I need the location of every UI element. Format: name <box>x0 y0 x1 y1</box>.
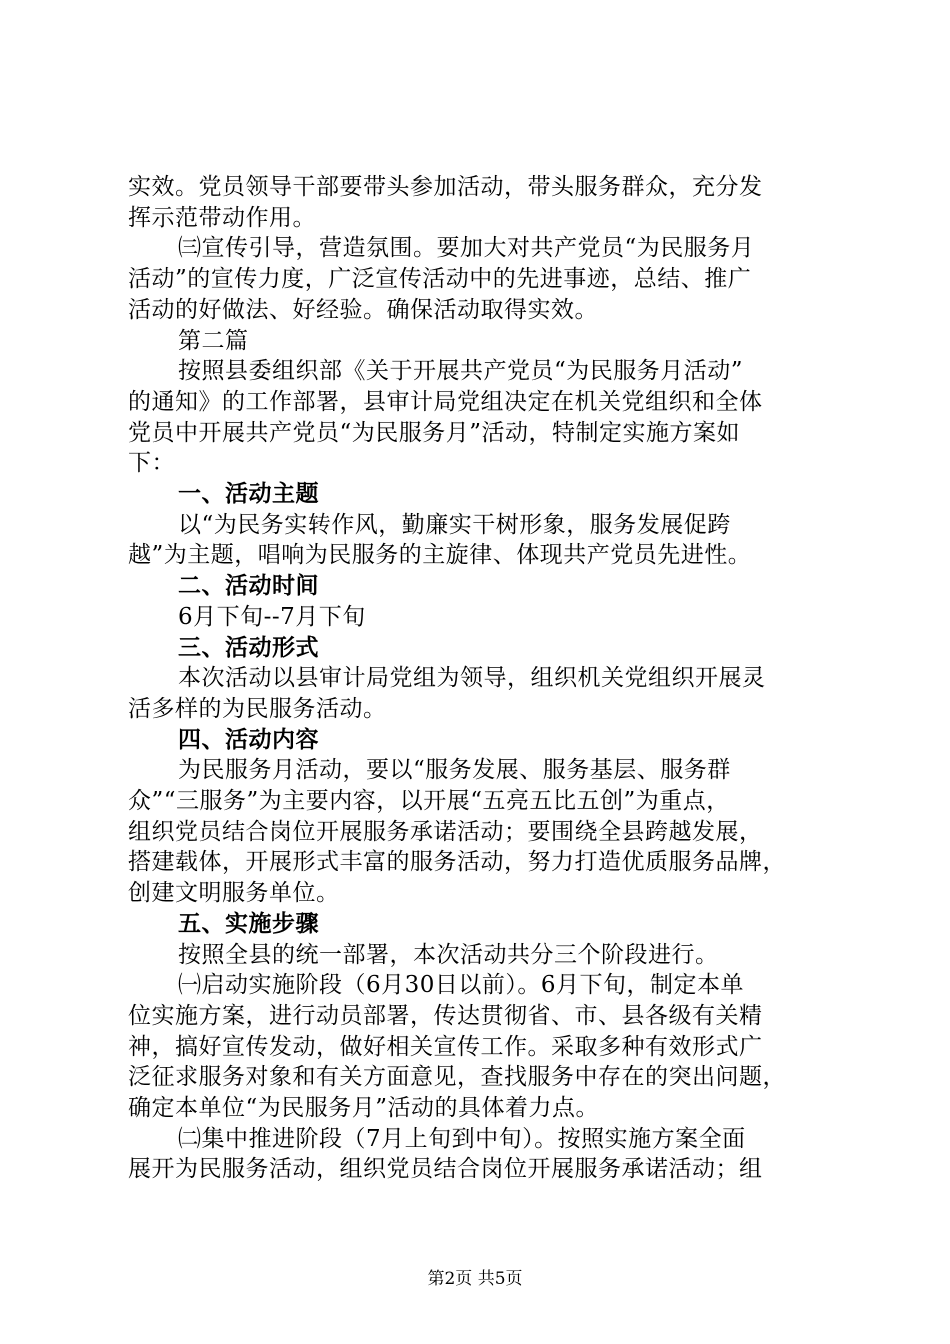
text-line: 泛征求服务对象和有关方面意见，查找服务中存在的突出问题， <box>128 1064 786 1090</box>
section-heading: 一、活动主题 <box>178 481 319 507</box>
text-line: 位实施方案，进行动员部署，传达贯彻省、市、县各级有关精 <box>128 1003 763 1029</box>
text-line: 第二篇 <box>178 328 249 354</box>
section-heading: 二、活动时间 <box>178 573 319 599</box>
text-line: 以“为民务实转作风，勤廉实干树形象，服务发展促跨 <box>178 512 731 538</box>
text-line: 按照县委组织部《关于开展共产党员“为民服务月活动” <box>178 358 744 384</box>
section-heading: 五、实施步骤 <box>178 911 319 937</box>
text-line: 6月下旬--7月下旬 <box>178 604 366 630</box>
text-line: 挥示范带动作用。 <box>128 205 316 231</box>
section-heading: 三、活动形式 <box>178 635 319 661</box>
section-heading: 四、活动内容 <box>178 727 319 753</box>
text-line: 活动”的宣传力度，广泛宣传活动中的先进事迹，总结、推广 <box>128 266 752 292</box>
page-footer: 第2页 共5页 <box>427 1269 523 1289</box>
text-line: 本次活动以县审计局党组为领导，组织机关党组织开展灵 <box>178 665 766 691</box>
text-line: 下： <box>128 450 175 476</box>
text-line: 活多样的为民服务活动。 <box>128 696 387 722</box>
text-line: 为民服务月活动，要以“服务发展、服务基层、服务群 <box>178 757 731 783</box>
text-line: 搭建载体，开展形式丰富的服务活动，努力打造优质服务品牌， <box>128 849 786 875</box>
text-line: ㈢宣传引导，营造氛围。要加大对共产党员“为民服务月 <box>178 235 755 261</box>
text-line: ㈡集中推进阶段（7月上旬到中旬）。按照实施方案全面 <box>178 1126 746 1152</box>
text-line: 党员中开展共产党员“为民服务月”活动，特制定实施方案如 <box>128 420 741 446</box>
text-line: 越”为主题，唱响为民服务的主旋律、体现共产党员先进性。 <box>128 542 752 568</box>
text-line: 的通知》的工作部署，县审计局党组决定在机关党组织和全体 <box>128 389 763 415</box>
text-line: 活动的好做法、好经验。确保活动取得实效。 <box>128 297 598 323</box>
text-line: 创建文明服务单位。 <box>128 880 340 906</box>
text-line: 神，搞好宣传发动，做好相关宣传工作。采取多种有效形式广 <box>128 1034 763 1060</box>
text-line: 确定本单位“为民服务月”活动的具体着力点。 <box>128 1095 600 1121</box>
text-line: 展开为民服务活动，组织党员结合岗位开展服务承诺活动；组 <box>128 1156 763 1182</box>
text-line: 组织党员结合岗位开展服务承诺活动；要围绕全县跨越发展， <box>128 819 763 845</box>
text-line: 按照全县的统一部署，本次活动共分三个阶段进行。 <box>178 942 719 968</box>
text-line: 实效。党员领导干部要带头参加活动，带头服务群众，充分发 <box>128 174 763 200</box>
text-line: ㈠启动实施阶段（6月30日以前）。6月下旬，制定本单 <box>178 972 745 998</box>
text-line: 众”“三服务”为主要内容，以开展“五亮五比五创”为重点， <box>128 788 730 814</box>
